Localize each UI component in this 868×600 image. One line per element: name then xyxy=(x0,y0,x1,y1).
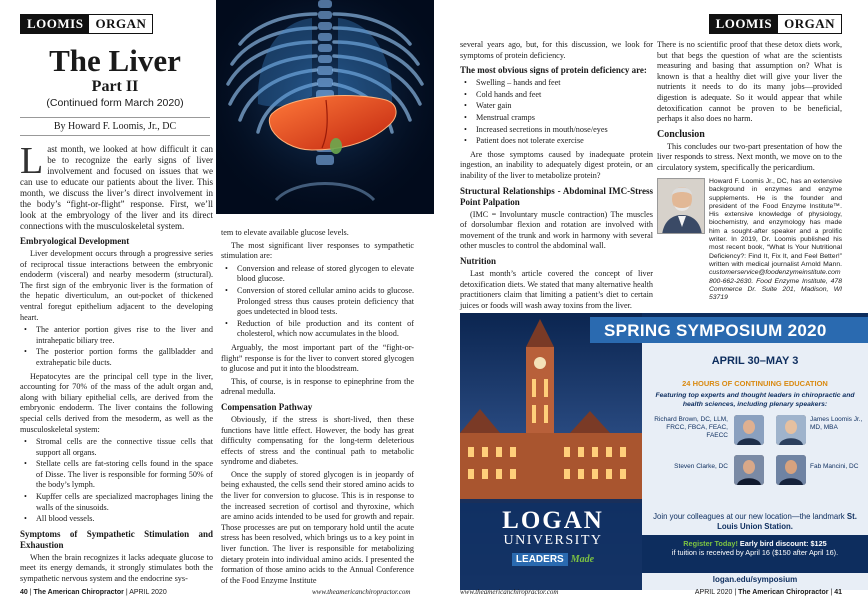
bullet-list xyxy=(460,78,653,147)
left-footer-url xyxy=(312,588,410,596)
left-footer: 40 | The American Chiropractor | APRIL 2020 xyxy=(20,589,167,596)
list-item: • Conversion and release of stored glycogen to elevate blood glucose. xyxy=(221,264,414,285)
article-part: Part II xyxy=(91,78,139,95)
author-photo xyxy=(657,178,705,234)
list-item: • All blood vessels. xyxy=(20,514,213,525)
paragraph: several years ago, but, for this discussion, we look for symptoms of protein deficiency. xyxy=(460,40,653,60)
right-footer-url xyxy=(460,588,558,596)
paragraph: When the brain recognizes it lacks adequate glucose to meet its energy demands, it strongly stimulates both the sympathetic nervous system and the endocrine sys- xyxy=(20,552,213,584)
speaker-2-name: James Loomis Jr., MD, MBA xyxy=(810,416,863,431)
speaker-1-name: Richard Brown, DC, LLM, FRCC, FBCA, FEAC, FAECC xyxy=(654,416,728,439)
byline: By Howard F. Loomis, Jr., DC xyxy=(20,117,210,136)
bullet-list xyxy=(20,325,213,368)
list-item: • Kupffer cells are specialized macrophages lining the walls of the sinusoids. xyxy=(20,492,213,513)
symposium-ad[interactable] xyxy=(460,313,868,590)
issue-date: APRIL 2020 xyxy=(694,589,733,596)
author-bio-text: Howard F. Loomis Jr., DC, has an extensive background in enzymes and enzyme supplements. He is the founder and president of the Food Enzyme Institute™. His extensive knowledge of physiology, biochemistry, and enzymology has made him a sought-after speaker and a prolific writer. In 2019, Dr. Loomis published his most recent book, “What Is Your Nutritional Deficiency?: Find It, Fix It, and Feel Better!” written with medical journalist Arnold Mann. xyxy=(709,178,842,268)
list-item: • Increased secretions in mouth/nose/eyes xyxy=(460,125,653,136)
paragraph: This, of course, is in response to epinephrine from the adrenal medulla. xyxy=(221,376,414,397)
logan-logo xyxy=(470,509,636,567)
magazine-name: The American Chiropractor xyxy=(738,589,829,596)
list-item: • Reduction of bile production and its content of cholesterol, which now accumulates in the blood. xyxy=(221,319,414,340)
heading-nutrition: Nutrition xyxy=(460,255,496,266)
author-bio xyxy=(709,178,842,302)
paragraph: This concludes our two-part presentation of how the liver responds to stress. Next month, we move on to the circulatory system, specifically the pericardium. xyxy=(657,141,842,172)
column-badge-right xyxy=(709,14,842,34)
paragraph: Are those symptoms caused by inadequate protein ingestion, an inability to adequately digest protein, or an inability of the liver to metabolize protein? xyxy=(460,149,653,180)
author-contact: customerservice@foodenzymeinstitute.com 800-662-2630. Food Enzyme Institute, 478 Commerce Dr. Suite 201, Madison, WI 53719 xyxy=(709,269,842,302)
logo-line-2: UNIVERSITY xyxy=(503,533,603,548)
logo-tagline xyxy=(512,554,594,565)
heading-symptoms: Symptoms of Sympathetic Stimulation and Exhaustion xyxy=(20,528,213,550)
paragraph: Liver development occurs through a progressive series of reciprocal tissue interactions between the embryonic endoderm (visceral) and nearby mesoderm (structural). The first sign of the embryonic liver is the formation of the hepatic diverticulum, an out-pocket of thickened ventral foregut epithelium adjacent to the developing heart. xyxy=(20,249,213,322)
speaker-portrait xyxy=(776,455,806,485)
bullet-list xyxy=(221,264,414,340)
ad-featuring: Featuring top experts and thought leaders in chiropractic and health sciences, including plenary speakers: xyxy=(655,392,855,408)
right-column-1 xyxy=(460,40,653,313)
page-number: 41 xyxy=(834,589,842,596)
paragraph: There is no scientific proof that these detox diets work, but that begs the question of what are the scientists measuring and basing that assumption on? What is known is that a healthy diet will give your liver the nutrients it needs to do its many jobs—provided digestion is adequate. So it would appear that while detoxification cannot be proven to be beneficial, perhaps it also does no harm. xyxy=(657,40,842,124)
left-column-2 xyxy=(221,228,414,588)
anatomy-image xyxy=(216,0,434,214)
footer-url[interactable]: www.theamericanchiropractor.com xyxy=(312,588,411,596)
ad-register-text[interactable] xyxy=(642,539,868,557)
speaker-3-photo xyxy=(734,455,764,485)
speaker-portrait xyxy=(734,455,764,485)
speaker-4-name: Fab Mancini, DC xyxy=(810,463,859,470)
paragraph: Hepatocytes are the principal cell type in the liver, accounting for 70% of the mass of the adult organ and, along with biliary epithelial cells, are derived from the embryonic endoderm. The liver contains the following special cells derived from the mesoderm, as well as the musculoskeletal system: xyxy=(20,371,213,434)
ad-join-text xyxy=(642,512,868,532)
heading-conclusion: Conclusion xyxy=(657,128,705,140)
lead-paragraph xyxy=(20,140,213,232)
column-badge-part2: ORGAN xyxy=(778,15,841,33)
heading-compensation: Compensation Pathway xyxy=(221,401,313,412)
list-item: • Stromal cells are the connective tissue cells that support all organs. xyxy=(20,437,213,458)
logo-tagline-b: Made xyxy=(570,554,595,565)
paragraph: Once the supply of stored glycogen is in jeopardy of being exhausted, the cells send their stored amino acids to the liver for conversion to glucose. This is in response to the increased secretion of cortisol and thyroxine, which are amino acids intended to be used for growth and repair. Those processes are put on temporary hold until the acute stress has been resolved, which brings us to a key point in liver function. The liver is responsible for metabolizing dietary protein into individual amino acids. I presented the formation of those amino acids to the Annual Conference of the Food Enzyme Institute xyxy=(221,469,414,585)
paragraph: The most significant liver responses to sympathetic stimulation are: xyxy=(221,240,414,261)
article-title-block xyxy=(20,0,210,110)
ad-join-location: St. Louis Union Station. xyxy=(717,512,857,531)
list-item: • Swelling – hands and feet xyxy=(460,78,653,89)
speaker-4-photo xyxy=(776,455,806,485)
heading-structural: Structural Relationships - Abdominal IMC-Stress Point Palpation xyxy=(460,185,653,207)
speaker-3-name: Steven Clarke, DC xyxy=(674,463,728,470)
bullet-list xyxy=(20,437,213,525)
logo-line-1: LOGAN xyxy=(502,507,604,534)
list-item: • The posterior portion forms the gallbladder and extrahepatic bile ducts. xyxy=(20,347,213,368)
article-continued: (Continued form March 2020) xyxy=(46,97,184,109)
list-item: • Menstrual cramps xyxy=(460,113,653,124)
right-footer: APRIL 2020 | The American Chiropractor | 41 xyxy=(694,589,842,596)
list-item: • Patient does not tolerate exercise xyxy=(460,136,653,147)
ad-early-bird: Early bird discount: $125 xyxy=(739,539,827,548)
column-badge-part1: LOOMIS xyxy=(21,15,89,33)
column-badge-part1: LOOMIS xyxy=(710,15,778,33)
paragraph: Arguably, the most important part of the “fight-or-flight” response is for the liver to convert stored glycogen to glucose and put it into the bloodstream. xyxy=(221,342,414,374)
logo-tagline-a: LEADERS xyxy=(512,553,568,566)
list-item: • Cold hands and feet xyxy=(460,90,653,101)
page-number: 40 xyxy=(20,589,28,596)
paragraph: Obviously, if the stress is short-lived, then these functions have little effect. However, the body has great difficulty compensating for the long-term deleterious effects of stress and the continual path to metabolic syndrome and diabetes. xyxy=(221,414,414,467)
ad-dates: APRIL 30–MAY 3 xyxy=(711,355,799,367)
paragraph: (IMC = Involuntary muscle contraction) The muscles of dorsolumbar flexion and rotation are involved with movement of the trunk and work in harmony with several other muscles to control the abdominal wall. xyxy=(460,209,653,251)
heading-embryology: Embryological Development xyxy=(20,236,130,246)
list-item: • Water gain xyxy=(460,101,653,112)
lead-text: ast month, we looked at how difficult it can be to recognize the early signs of liver involvement and focused on issues that we can use to educate our patients about the liver. This month, we discuss the liver’s direct involvement in the body’s “fight-or-flight” response. First, we’ll look at the embryology of the liver and its direct connections with the musculoskeletal system. xyxy=(20,144,213,231)
paragraph: tem to elevate available glucose levels. xyxy=(221,228,349,237)
author-portrait xyxy=(658,179,705,234)
speaker-portrait xyxy=(734,415,764,445)
list-item: • Conversion of stored cellular amino acids to glucose. Prolonged stress thus causes protein deficiency that goes undetected in blood tests. xyxy=(221,286,414,318)
list-item: • Stellate cells are fat-storing cells found in the space of Disse. The liver is responsible for forming 50% of the body’s lymph. xyxy=(20,459,213,491)
magazine-name: The American Chiropractor xyxy=(33,589,124,596)
ad-ce-hours: 24 HOURS OF CONTINUING EDUCATION xyxy=(682,379,828,388)
heading-signs: The most obvious signs of protein deficiency are: xyxy=(460,65,647,76)
liver-illustration xyxy=(216,0,434,214)
list-item: • The anterior portion gives rise to the liver and intrahepatic biliary tree. xyxy=(20,325,213,346)
footer-url[interactable]: www.theamericanchiropractor.com xyxy=(460,588,559,596)
right-page xyxy=(434,0,868,600)
ad-url[interactable]: logan.edu/symposium xyxy=(642,575,868,584)
speaker-1-photo xyxy=(734,415,764,445)
speaker-2-photo xyxy=(776,415,806,445)
left-column-1 xyxy=(20,140,213,587)
ad-register-cta[interactable]: Register Today! xyxy=(683,539,738,548)
issue-date: APRIL 2020 xyxy=(129,589,167,596)
speaker-portrait xyxy=(776,415,806,445)
right-column-2 xyxy=(657,40,842,176)
drop-cap: L xyxy=(20,140,44,182)
ad-title: SPRING SYMPOSIUM 2020 xyxy=(604,321,827,340)
article-title: The Liver xyxy=(49,43,181,78)
column-badge-part2: ORGAN xyxy=(89,15,152,33)
paragraph: Last month’s article covered the concept of liver detoxification diets. We stated that many alternative health practitioners claim that limiting a patient’s diet to certain juices or foods will wash away toxins from the liver. xyxy=(460,268,653,310)
ad-join-line: Join your colleagues at our new location—the landmark xyxy=(653,512,845,521)
ad-register-deadline: if tuition is received by April 16 ($150 after April 16). xyxy=(671,548,839,557)
